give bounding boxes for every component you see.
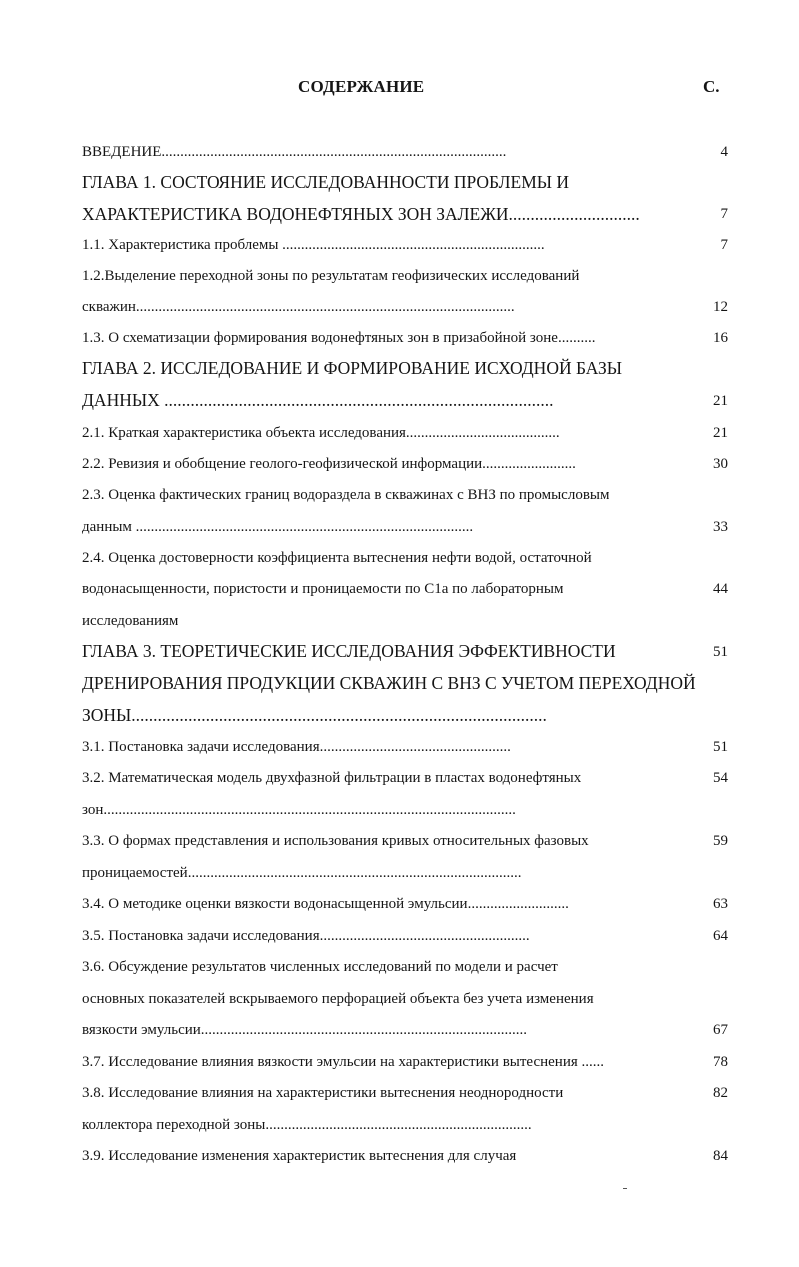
- toc-line[interactable]: 3.5. Постановка задачи исследования........................................................: [82, 928, 530, 944]
- toc-line[interactable]: водонасыщенности, пористости и проницаемости по С1а по лабораторным: [82, 581, 564, 597]
- toc-list: [82, 0, 732, 1267]
- page-number: 64: [713, 928, 728, 944]
- toc-line[interactable]: 1.3. О схематизации формирования водонефтяных зон в призабойной зоне..........: [82, 330, 596, 346]
- toc-line[interactable]: проницаемостей.........................................................................................: [82, 865, 522, 881]
- page-number: 63: [713, 896, 728, 912]
- toc-line[interactable]: 3.3. О формах представления и использования кривых относительных фазовых: [82, 833, 589, 849]
- page-number: 7: [720, 206, 728, 222]
- toc-line[interactable]: ГЛАВА 3. ТЕОРЕТИЧЕСКИЕ ИССЛЕДОВАНИЯ ЭФФЕКТИВНОСТИ: [82, 641, 616, 661]
- page-number: 4: [720, 144, 728, 160]
- page-number: 51: [713, 739, 728, 755]
- page-number: 21: [713, 425, 728, 441]
- toc-line[interactable]: ЗОНЫ...............................................................................................: [82, 705, 547, 725]
- toc-line[interactable]: 3.9. Исследование изменения характеристик вытеснения для случая: [82, 1148, 517, 1164]
- page-number: 84: [713, 1148, 728, 1164]
- page-number: 30: [713, 456, 728, 472]
- toc-line[interactable]: зон..............................................................................................................: [82, 802, 516, 818]
- toc-line[interactable]: коллектора переходной зоны.......................................................................: [82, 1117, 532, 1133]
- toc-line[interactable]: 3.2. Математическая модель двухфазной фильтрации в пластах водонефтяных: [82, 770, 582, 786]
- toc-line[interactable]: ВВЕДЕНИЕ............................................................................................: [82, 144, 507, 160]
- toc-line[interactable]: 3.6. Обсуждение результатов численных исследований по модели и расчет: [82, 959, 558, 975]
- page-number: 33: [713, 519, 728, 535]
- toc-line[interactable]: скважин.....................................................................................................: [82, 299, 515, 315]
- toc-line[interactable]: данным ..........................................................................................: [82, 519, 474, 535]
- page-number: 12: [713, 299, 728, 315]
- toc-line[interactable]: ГЛАВА 1. СОСТОЯНИЕ ИССЛЕДОВАННОСТИ ПРОБЛЕМЫ И: [82, 172, 570, 192]
- toc-line[interactable]: 1.2.Выделение переходной зоны по результатам геофизических исследований: [82, 268, 580, 284]
- toc-line[interactable]: 3.8. Исследование влияния на характеристики вытеснения неоднородности: [82, 1085, 564, 1101]
- page-number: 78: [713, 1054, 728, 1070]
- page-number: 59: [713, 833, 728, 849]
- toc-line[interactable]: 2.4. Оценка достоверности коэффициента вытеснения нефти водой, остаточной: [82, 550, 592, 566]
- page-number: 7: [720, 237, 728, 253]
- page-column-label: С.: [703, 77, 720, 96]
- page-number: 54: [713, 770, 728, 786]
- toc-line[interactable]: 3.4. О методике оценки вязкости водонасыщенной эмульсии...........................: [82, 896, 569, 912]
- toc-line[interactable]: ДАННЫХ .........................................................................................: [82, 390, 554, 410]
- toc-line[interactable]: исследованиям: [82, 613, 179, 629]
- page-number: 67: [713, 1022, 728, 1038]
- toc-line[interactable]: ГЛАВА 2. ИССЛЕДОВАНИЕ И ФОРМИРОВАНИЕ ИСХОДНОЙ БАЗЫ: [82, 358, 623, 378]
- toc-line[interactable]: 3.7. Исследование влияния вязкости эмульсии на характеристики вытеснения ......: [82, 1054, 604, 1070]
- page-number: 44: [713, 581, 728, 597]
- page-number: 16: [713, 330, 728, 346]
- page-title: СОДЕРЖАНИЕ: [298, 77, 425, 96]
- page-number: 51: [713, 644, 728, 660]
- toc-line[interactable]: ХАРАКТЕРИСТИКА ВОДОНЕФТЯНЫХ ЗОН ЗАЛЕЖИ..............................: [82, 204, 640, 224]
- toc-line[interactable]: основных показателей вскрываемого перфорацией объекта без учета изменения: [82, 991, 594, 1007]
- toc-line[interactable]: ДРЕНИРОВАНИЯ ПРОДУКЦИИ СКВАЖИН С ВНЗ С УЧЕТОМ ПЕРЕХОДНОЙ: [82, 673, 696, 693]
- toc-line[interactable]: 2.3. Оценка фактических границ водораздела в скважинах с ВНЗ по промысловым: [82, 487, 610, 503]
- toc-line[interactable]: вязкости эмульсии.......................................................................................: [82, 1022, 528, 1038]
- toc-line[interactable]: 2.1. Краткая характеристика объекта исследования.........................................: [82, 425, 560, 441]
- toc-line[interactable]: 3.1. Постановка задачи исследования...................................................: [82, 739, 511, 755]
- toc-line[interactable]: 1.1. Характеристика проблемы ......................................................................: [82, 237, 545, 253]
- toc-line[interactable]: 2.2. Ревизия и обобщение геолого-геофизической информации.........................: [82, 456, 576, 472]
- page-number: 82: [713, 1085, 728, 1101]
- scan-speck: [623, 1188, 627, 1189]
- page-number: 21: [713, 393, 728, 409]
